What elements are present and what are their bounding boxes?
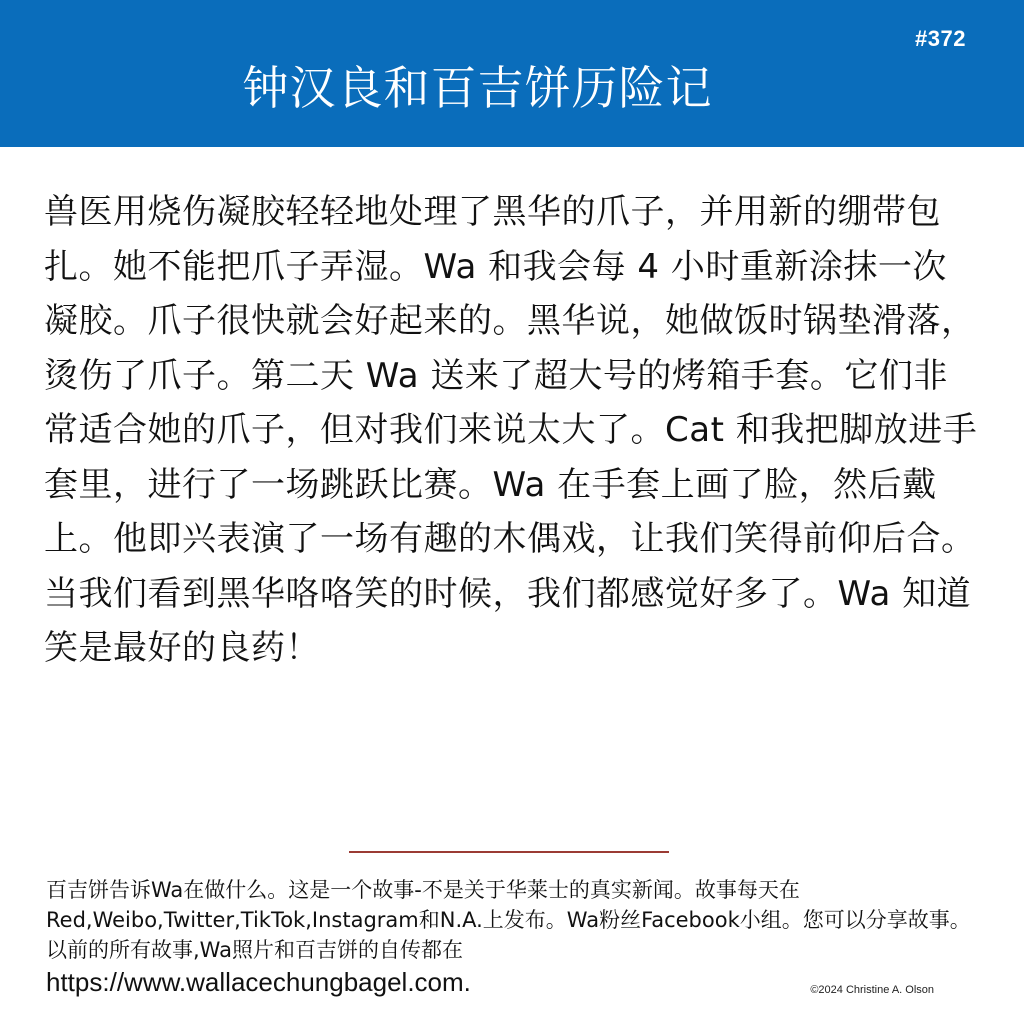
copyright: ©2024 Christine A. Olson xyxy=(810,984,934,996)
episode-number: #372 xyxy=(915,26,966,51)
footer-note-text: 百吉饼告诉Wa在做什么。这是一个故事-不是关于华莱士的真实新闻。故事每天在Red,Weibo,Twitter,TikTok,Instagram和N.A.上发布。Wa粉丝Facebook小组。您可以分享故事。以前的所有故事,Wa照片和百吉饼的自传都在 xyxy=(46,878,971,962)
header-banner xyxy=(0,0,1024,147)
footer-note xyxy=(46,875,981,999)
story-text: 兽医用烧伤凝胶轻轻地处理了黑华的爪子，并用新的绷带包扎。她不能把爪子弄湿。Wa 和我会每 4 小时重新涂抹一次凝胶。爪子很快就会好起来的。黑华说，她做饭时锅垫滑落，烫伤了爪子。第二天 Wa 送来了超大号的烤箱手套。它们非常适合她的爪子，但对我们来说太大了。Cat 和我把脚放进手套里，进行了一场跳跃比赛。Wa 在手套上画了脸，然后戴上。他即兴表演了一场有趣的木偶戏，让我们笑得前仰后合。当我们看到黑华咯咯笑的时候，我们都感觉好多了。Wa 知道笑是最好的良药！ xyxy=(44,192,978,668)
website-link[interactable]: https://www.wallacechungbagel.com. xyxy=(46,967,471,997)
page-title: 钟汉良和百吉饼历险记 xyxy=(242,61,713,115)
divider-line xyxy=(349,851,669,853)
